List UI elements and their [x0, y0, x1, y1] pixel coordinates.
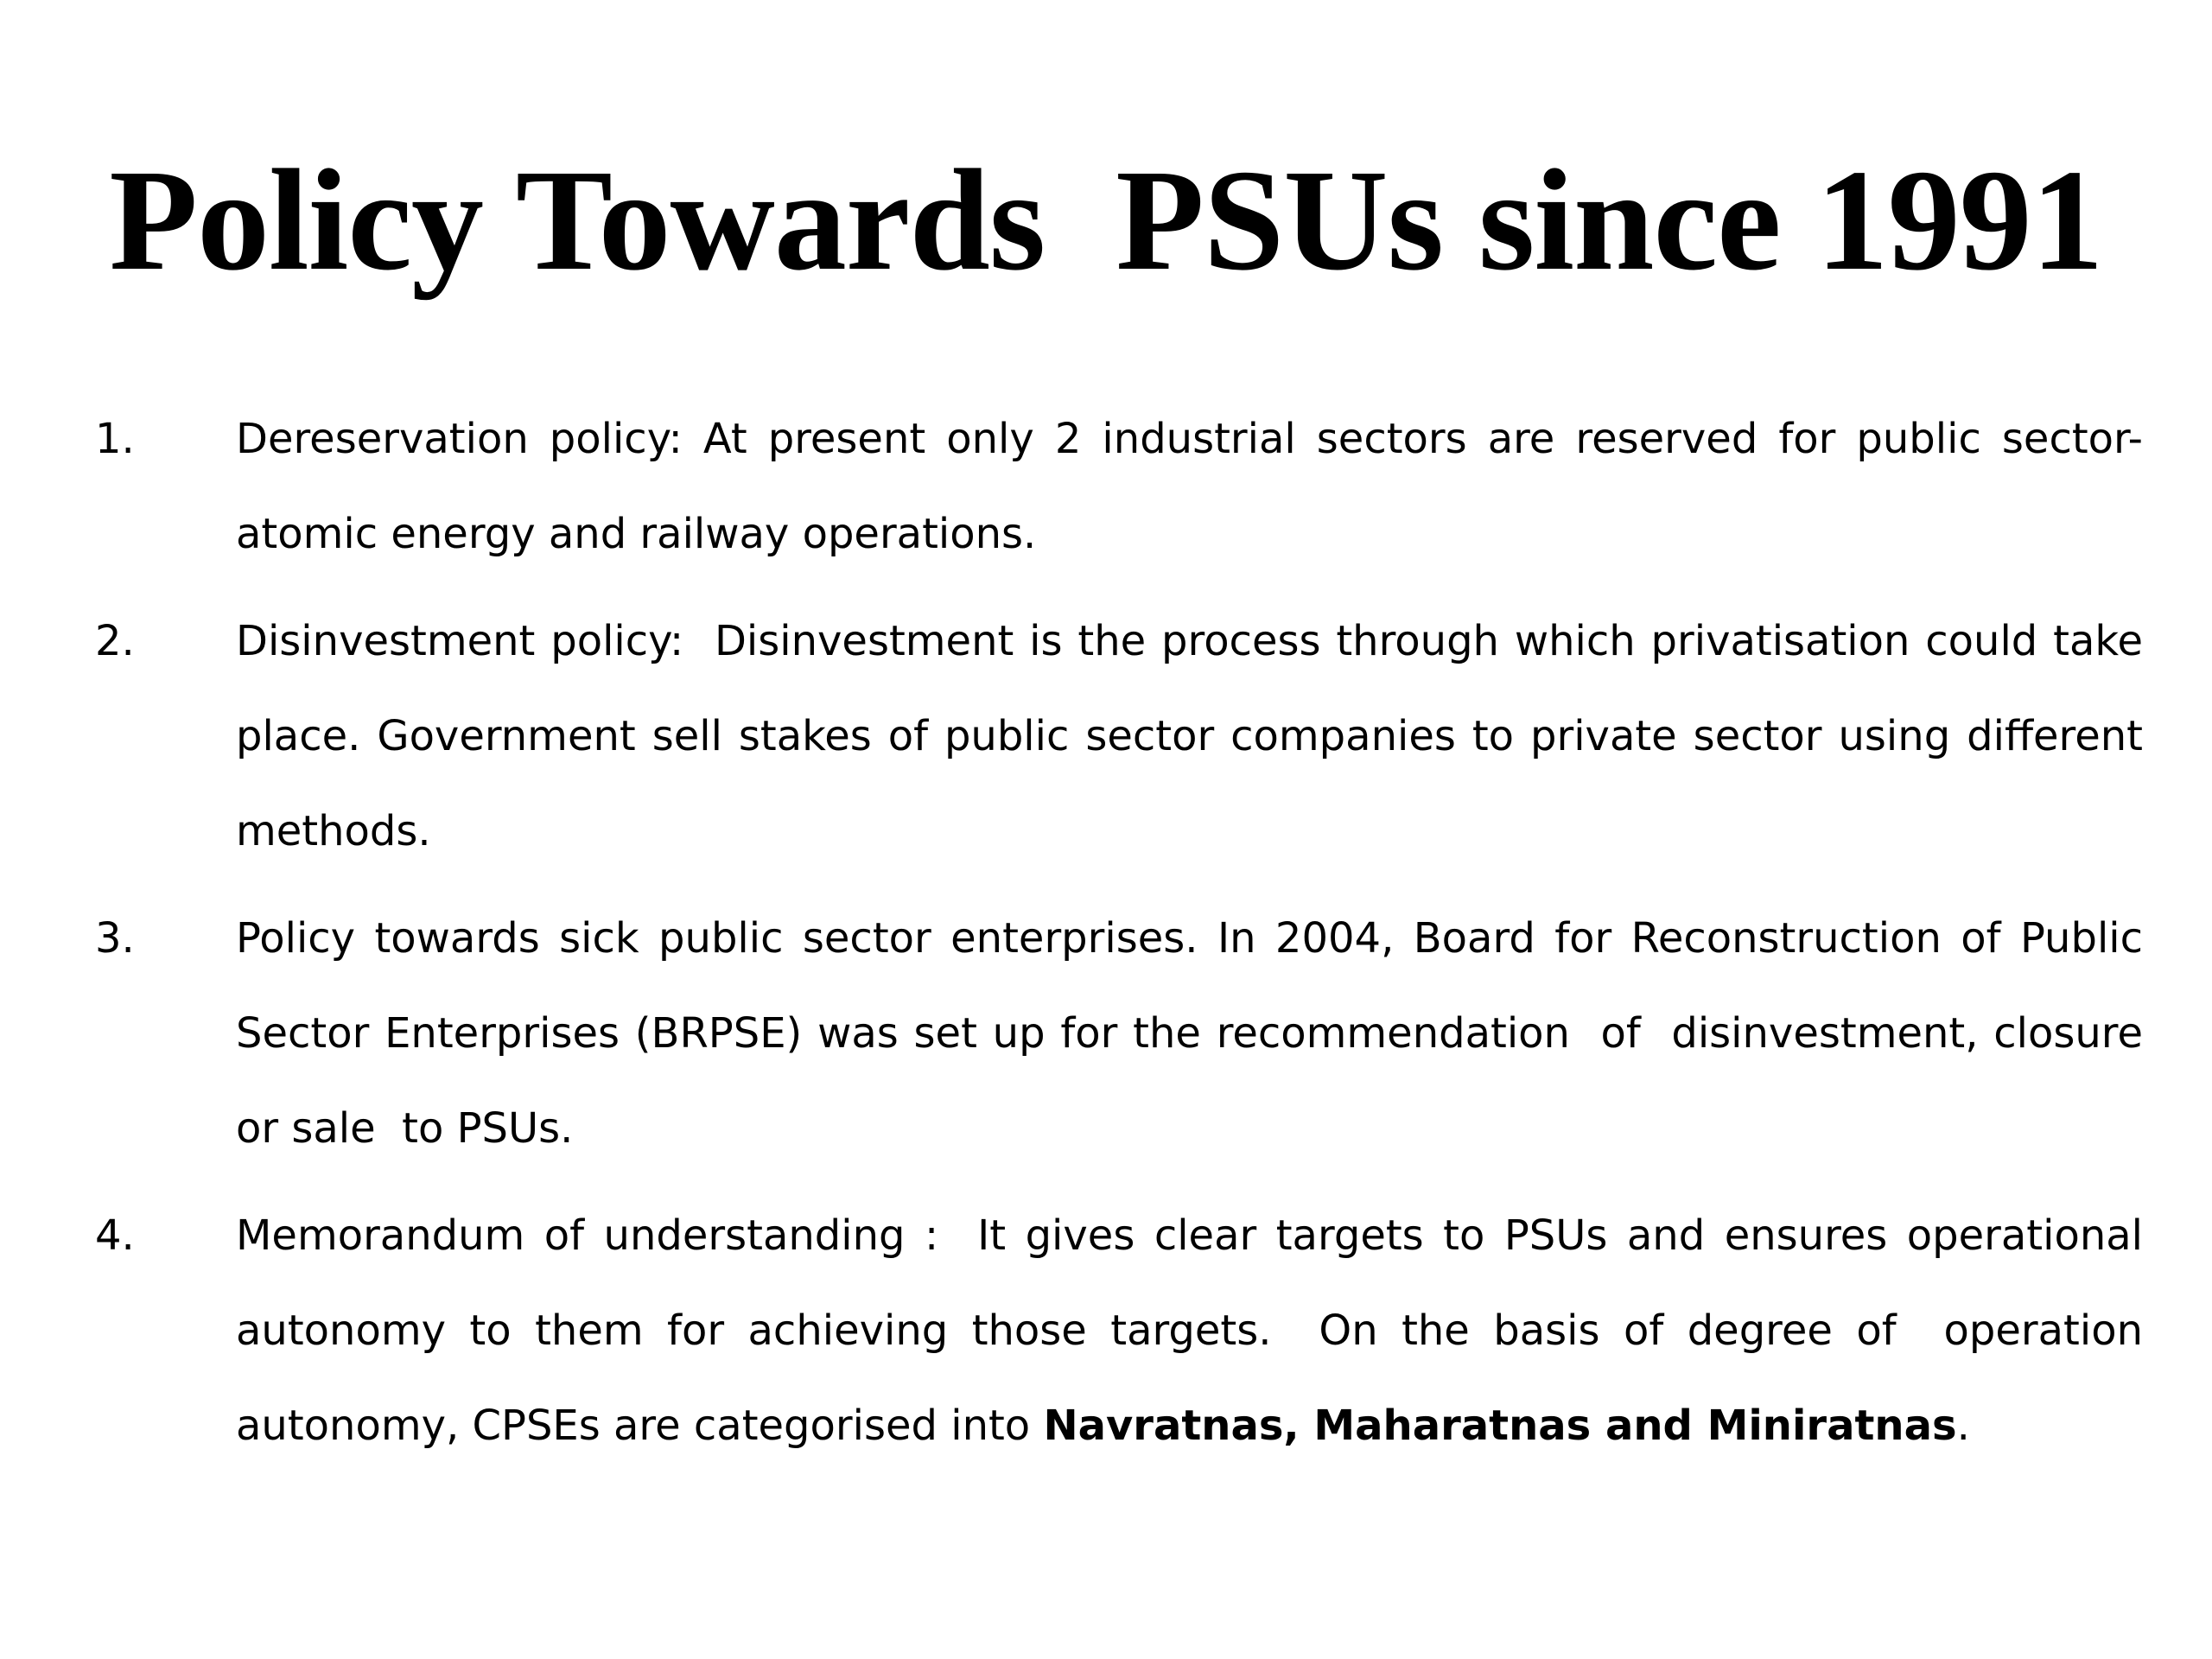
slide-title: Policy Towards PSUs since 1991 [109, 140, 2103, 301]
list-item-text: Dereservation policy: At present only 2 industrial sectors are reserved for public sector-atomic energy and railway operations. [236, 415, 2143, 558]
list-item-number: 1. [95, 415, 135, 463]
list-item-number: 4. [95, 1211, 135, 1260]
list-item-text-start: Memorandum of understanding : It gives clear targets to PSUs and ensures operational autonomy to them for achieving those targets. On the basis of degree of operation autonomy, CPSEs are categorised into [236, 1211, 2157, 1450]
policy-list [95, 391, 2157, 1485]
list-item [95, 1188, 2157, 1473]
list-item [95, 891, 2157, 1176]
list-item-number: 3. [95, 914, 135, 963]
list-item-text-end: . [1956, 1402, 1970, 1450]
list-item-text-bold: Navratnas, Maharatnas and Miniratnas [1043, 1402, 1957, 1450]
list-item-text [236, 1188, 2157, 1473]
list-item-text: Disinvestment policy: Disinvestment is the process through which privatisation could take place. Government sell stakes of public sector companies to private sector using different methods. [236, 617, 2157, 855]
list-item-text: Policy towards sick public sector enterprises. In 2004, Board for Reconstruction of Public Sector Enterprises (BRPSE) was set up for the recommendation of disinvestment, closure or sale to PSUs. [236, 914, 2157, 1153]
list-item-number: 2. [95, 617, 135, 665]
list-item [95, 594, 2157, 879]
list-item [95, 391, 2143, 582]
